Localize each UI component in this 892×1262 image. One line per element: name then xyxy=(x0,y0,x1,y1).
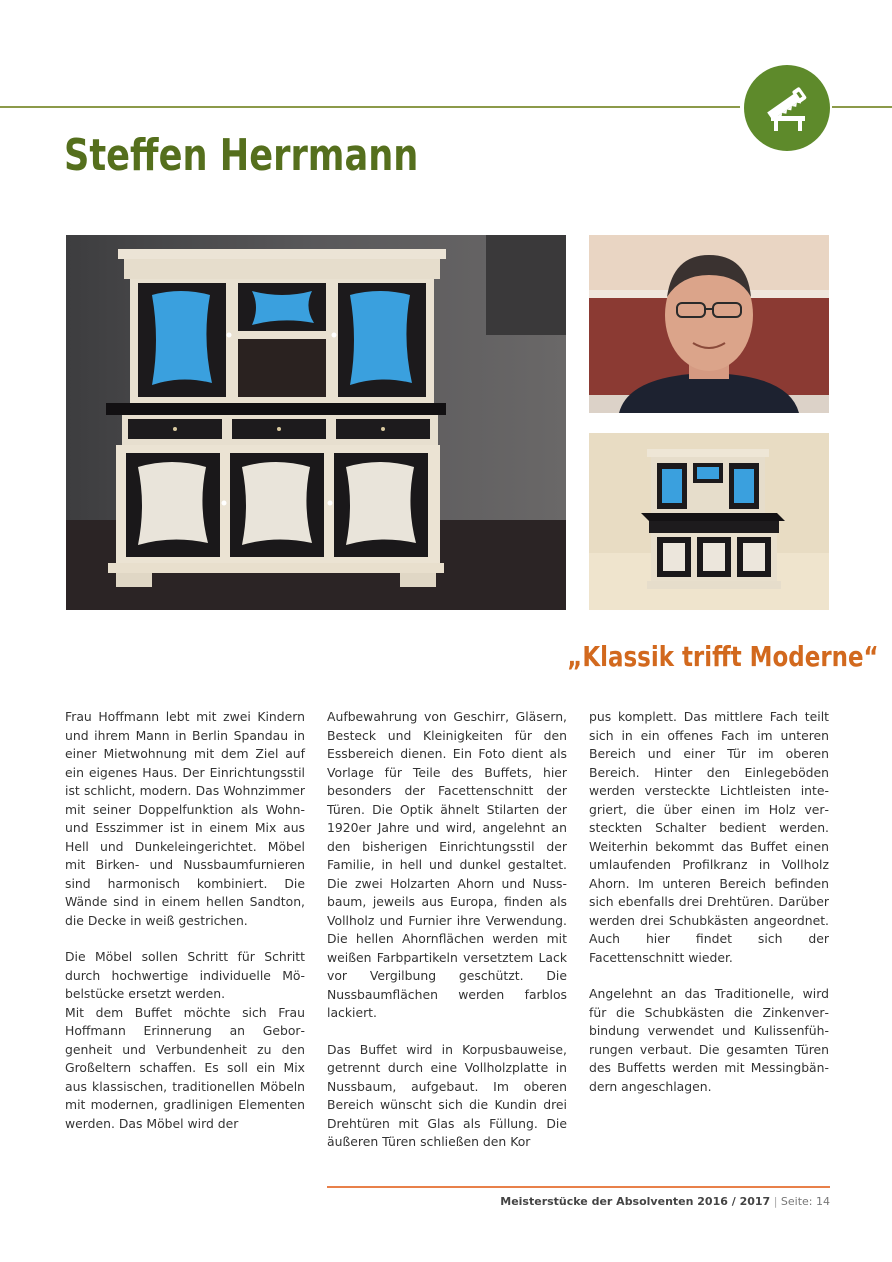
paragraph: Frau Hoffmann lebt mit zwei Kindern und ihrem Mann in Berlin Spandau in einer Mietwohnung mit dem Ziel auf ein eigenes Haus. Der Einrichtungsstil ist schlicht, modern. Das Wohnzimmer mit seiner Doppelfunktion als Wohn- und Esszimmer ist in einem Mix aus Hell und Dunkeleingerichtet. Möbel mit Birken- und Nussbaumfurnieren sind harmonisch kombiniert. Die Wände sind in einem hellen Sandton, die Decke in weiß gestrichen. xyxy=(65,709,305,928)
paragraph: Die Möbel sollen Schritt für Schritt durch hochwertige individuelle Möbelstücke ersetzt werden. xyxy=(65,949,305,1001)
publication-title: Meisterstücke der Absolventen 2016 / 2017 xyxy=(500,1195,771,1208)
section-badge xyxy=(744,65,830,151)
page-footer xyxy=(327,1195,830,1208)
footer-rule xyxy=(327,1186,830,1188)
text-column-1 xyxy=(65,708,305,1151)
page-number: Seite: 14 xyxy=(780,1195,830,1208)
buffet-cabinet-photo xyxy=(66,235,566,610)
paragraph: Angelehnt an das Traditionelle, wird für die Schubkästen die Zinkenverbindung verwendet und Kulissenführungen verbaut. Die gesamten Türen des Buffetts werden mit Messingbändern angeschlagen. xyxy=(589,986,829,1094)
header-rule-right xyxy=(832,106,892,108)
paragraph: pus komplett. Das mittlere Fach teilt sich in ein offenes Fach im unteren Bereich und einer Tür im oberen Bereich. Hinter den Einlegeböden werden versteckte Lichtleisten integriert, die über einen im Holz versteckten Schalter bedient werden. Weiterhin bekommt das Buffet einen umlaufenden Profilkranz in Vollholz Ahorn. Im unteren Bereich befinden sich ebenfalls drei Drehtüren. Darüber werden drei Schubkästen angeordnet. Auch hier findet sich der Facettenschnitt wieder. xyxy=(589,709,829,965)
paragraph: Mit dem Buffet möchte sich Frau Hoffmann Erinnerung an Geborgenheit und Verbundenheit zu den Großeltern schaffen. Es soll ein Mix aus klassischen, traditionellen Möbeln mit modernen, gradlinigen Elementen werden. Das Möbel wird der xyxy=(65,1004,305,1131)
pull-quote: „Klassik trifft Moderne“ xyxy=(567,640,879,673)
text-column-3 xyxy=(589,708,829,1114)
header-rule-left xyxy=(0,106,740,108)
page-title: Steffen Herrmann xyxy=(64,130,419,181)
footer-separator: | xyxy=(773,1195,778,1208)
buffet-small-photo xyxy=(589,433,829,610)
saw-on-workbench-icon xyxy=(761,82,813,134)
paragraph: Aufbewahrung von Geschirr, Gläsern, Besteck und Kleinigkeiten für den Essbereich dienen. Ein Foto dient als Vorlage für Teile des Buffets, hier besonders der Facettenschnitt der Türen. Die Optik ähnelt Stilarten der 1920er Jahre und wird, angelehnt an den bisherigen Einrichtungsstil der Familie, in hell und dunkel gestaltet. Die zwei Holzarten Ahorn und Nussbaum, jeweils aus Europa, finden als Vollholz und Furnier ihre Verwendung. Die hellen Ahornflächen werden mit weißen Farbpartikeln versetztem Lack vor Vergilbung geschützt. Die Nussbaumflächen werden farblos lackiert. xyxy=(327,709,567,1020)
text-column-2 xyxy=(327,708,567,1170)
portrait-photo xyxy=(589,235,829,413)
paragraph: Das Buffet wird in Korpusbauweise, getrennt durch eine Vollholzplatte in Nussbaum, aufgebaut. Im oberen Bereich wünscht sich die Kundin drei Drehtüren mit Glas als Füllung. Die äußeren Türen schließen den Kor xyxy=(327,1041,567,1149)
